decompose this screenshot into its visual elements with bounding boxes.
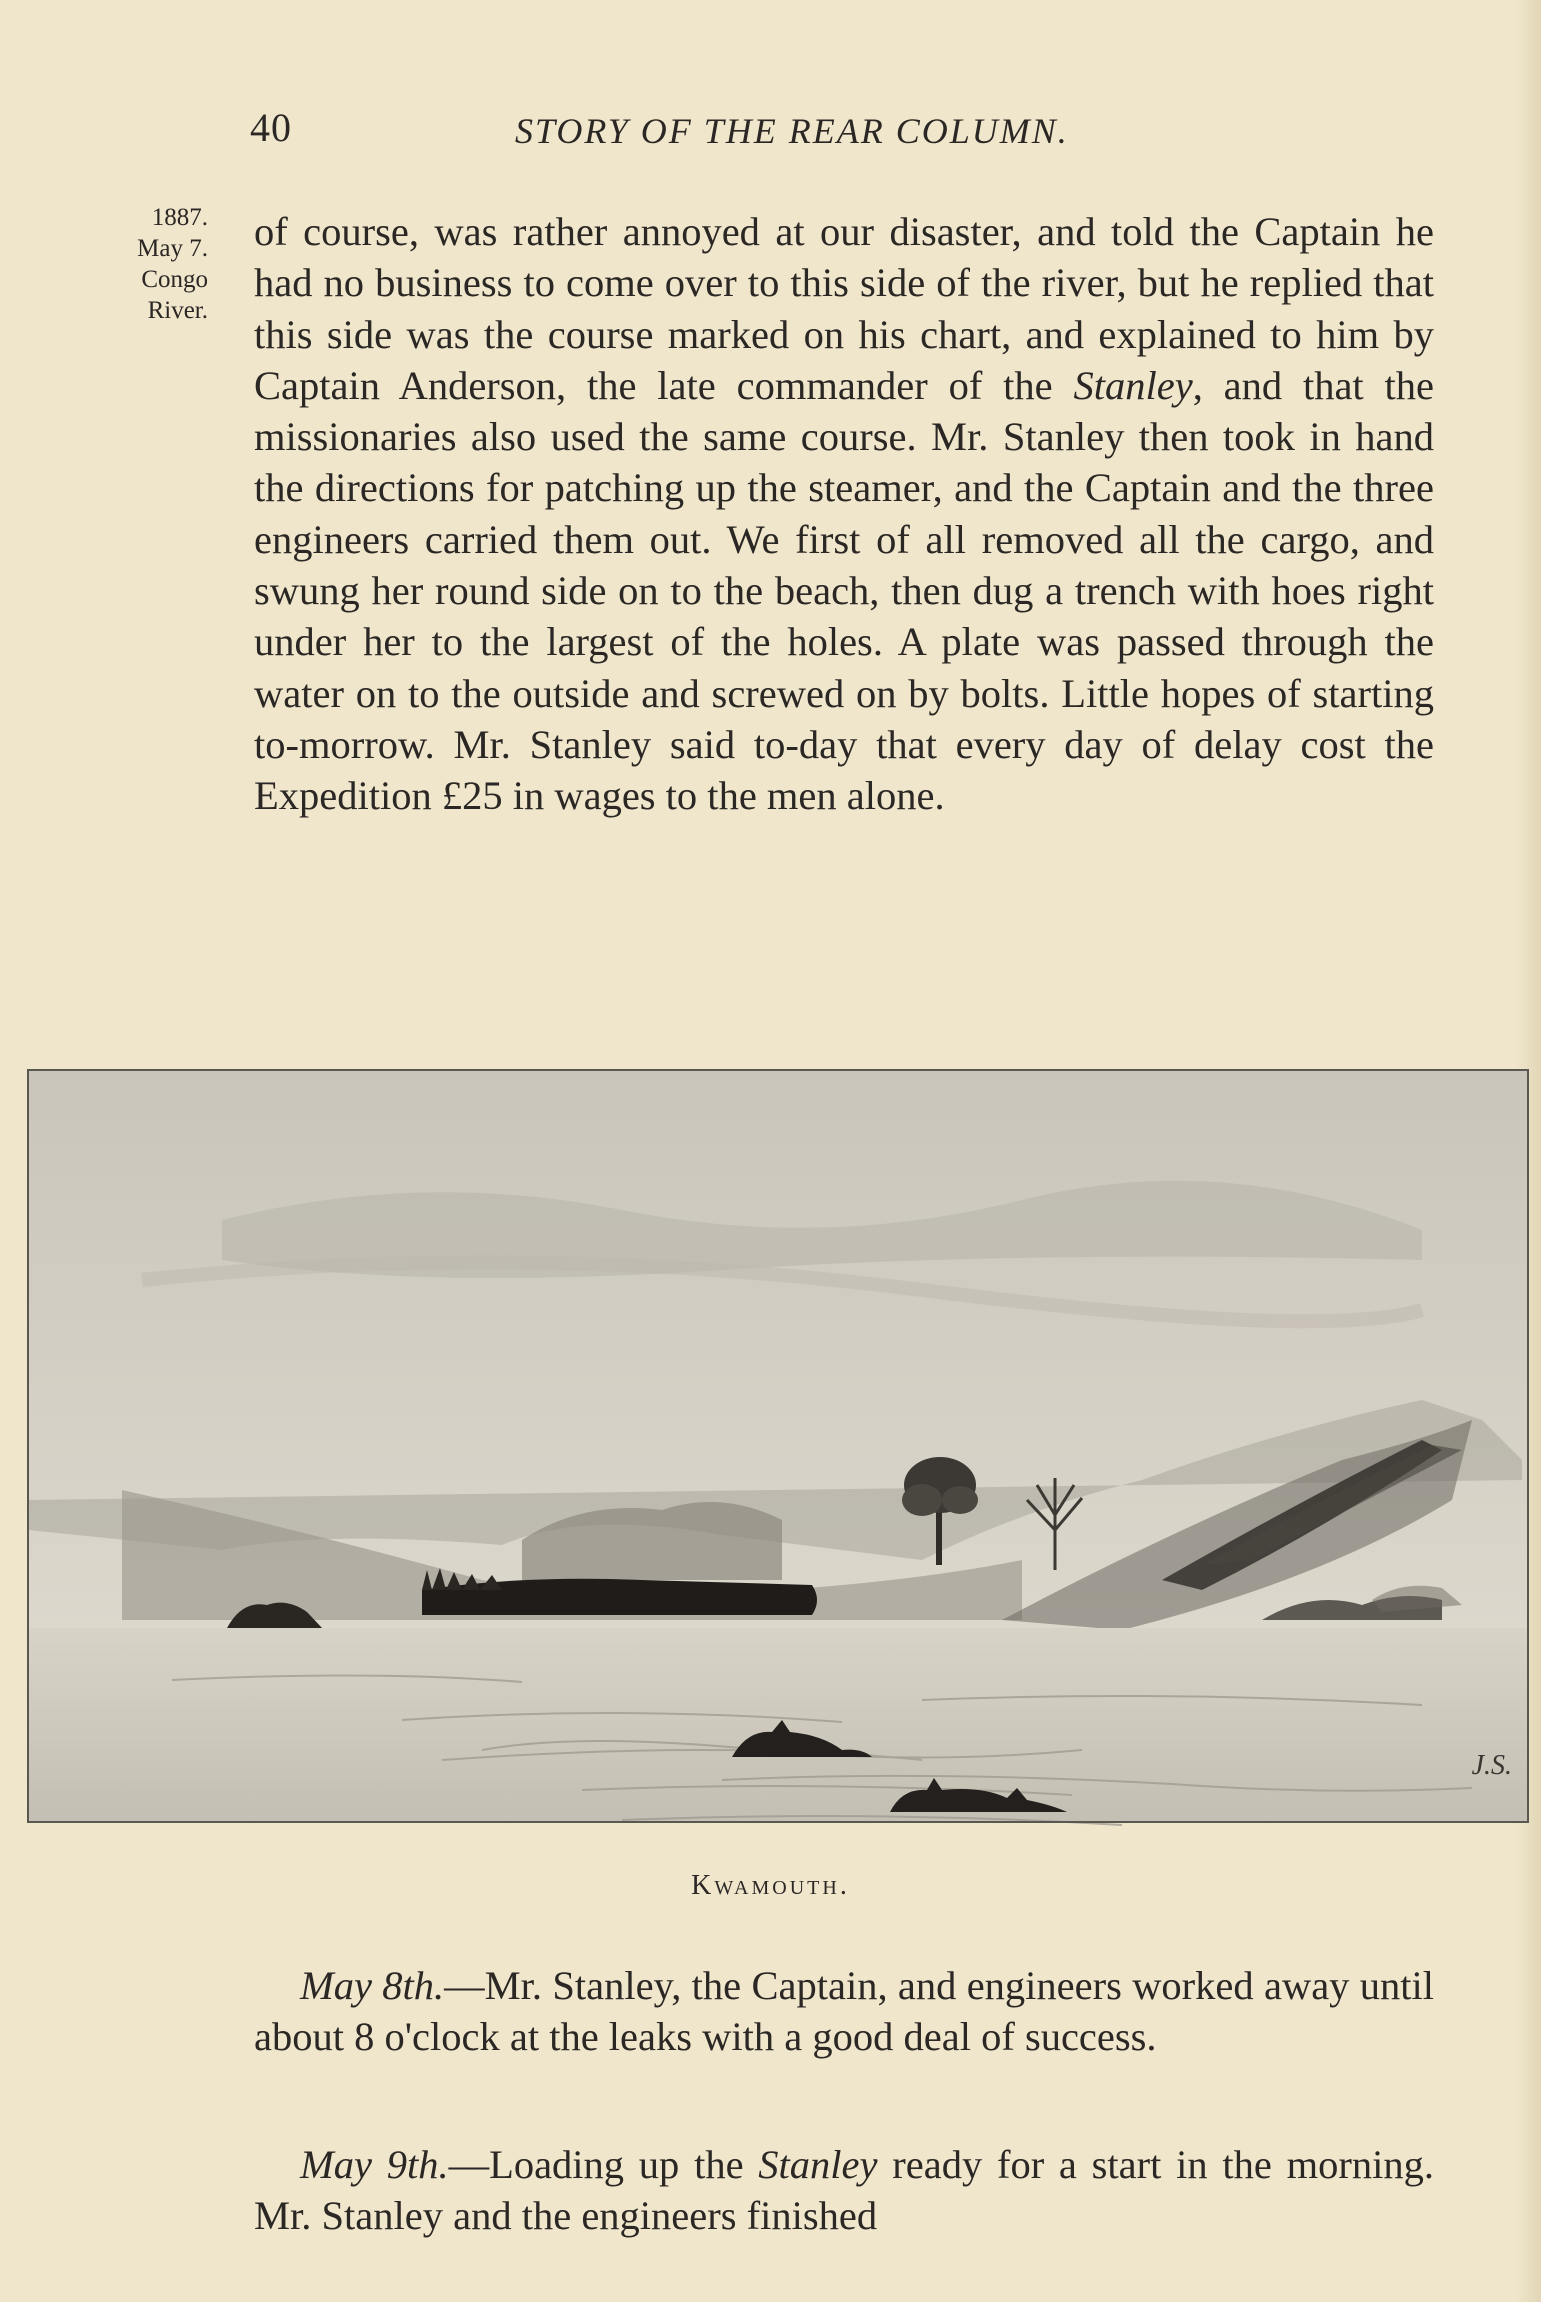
- margin-note: [96, 202, 208, 326]
- entry-may-8-text: —Mr. Stanley, the Captain, and engineers worked away until about 8 o'clock at the leaks with a good deal of success.: [254, 1963, 1434, 2060]
- running-header: [0, 104, 1541, 164]
- margin-date: May 7.: [137, 235, 208, 262]
- shoreline-bush: [422, 1579, 817, 1615]
- ship-name: Stanley: [1073, 362, 1193, 408]
- paragraph-1-text: of course, was rather annoyed at our disaster, and told the Captain he had no business to come over to this side of the river, but he replied that this side was the course marked on his chart, and explained to him by Captain Anderson, the late commander of the: [254, 209, 1434, 408]
- margin-year: 1887.: [151, 204, 208, 231]
- entry-may-9-date: May 9th.: [300, 2142, 449, 2187]
- entry-may-9-ship: Stanley: [758, 2142, 878, 2187]
- artist-signature: J.S.: [1471, 1750, 1512, 1781]
- paragraph-1: [254, 206, 1434, 822]
- entry-may-9: [254, 2139, 1434, 2242]
- kwamouth-illustration: [22, 1060, 1534, 1830]
- paragraph-1-rest: , and that the missionaries also used the same course. Mr. Stanley then took in hand the directions for patching up the steamer, and the Captain and the three engineers carried them out. We first of all removed all the cargo, and swung her round side on to the beach, then dug a trench with hoes right under her to the largest of the holes. A plate was passed through the water on to the outside and screwed on by bolts. Little hopes of starting to-morrow. Mr. Stanley said to-day that every day of delay cost the Expedition £25 in wages to the men alone.: [254, 362, 1434, 819]
- figure-caption: Kwamouth.: [691, 1870, 850, 1901]
- entry-may-8: [254, 1960, 1434, 2063]
- entry-may-9-text-1: —Loading up the: [448, 2142, 759, 2187]
- entry-may-9-text-2: ready for a start in the morning. Mr. Stanley and the engineers finished: [254, 2142, 1434, 2239]
- running-title: STORY OF THE REAR COLUMN.: [515, 111, 1069, 151]
- page-number: 40: [250, 105, 292, 150]
- margin-place-1: Congo: [141, 266, 208, 293]
- margin-place-2: River.: [147, 297, 208, 324]
- engraving-drawing: [22, 1060, 1534, 1830]
- entry-may-8-date: May 8th.: [300, 1963, 445, 2008]
